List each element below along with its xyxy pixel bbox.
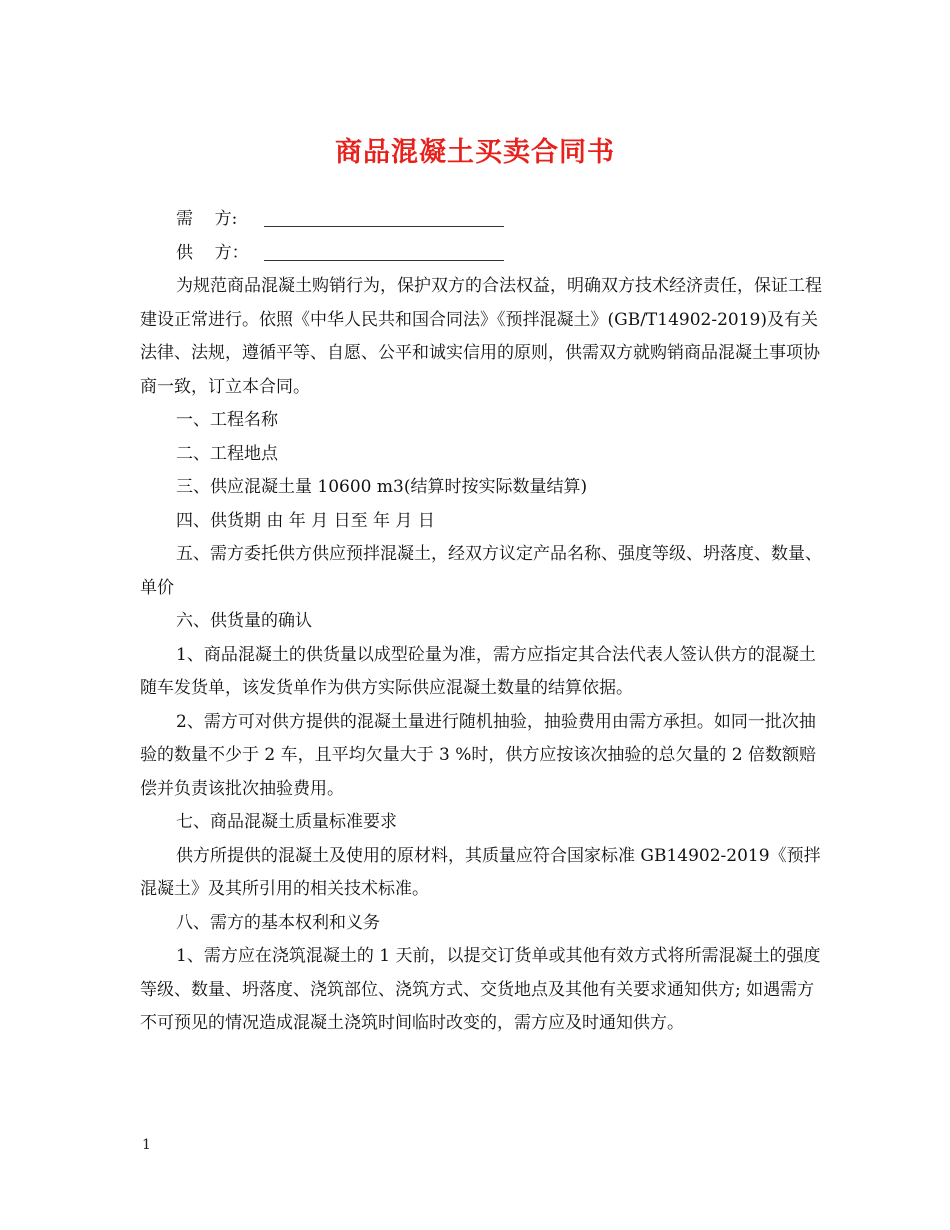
section-product-specs: 五、需方委托供方供应预拌混凝土，经双方议定产品名称、强度等级、坍落度、数量、单价 [140, 544, 822, 598]
supplier-party-label: 供 方： [176, 242, 249, 263]
clause-random-inspection: 2、需方可对供方提供的混凝土量进行随机抽验，抽验费用由需方承担。如同一批次抽验的数量不少于 2 车，且平均欠量大于 3 %时，供方应按该次抽验的总欠量的 2 倍数额赔偿并负责该批次抽验费用。 [140, 711, 817, 799]
section-supply-quantity: 三、供应混凝土量 10600 m3(结算时按实际数量结算) [176, 477, 588, 497]
document-title: 商品混凝土买卖合同书 [335, 137, 615, 168]
supplier-party-line [140, 237, 830, 271]
section-heading-project-location: 二、工程地点 [176, 443, 278, 464]
buyer-party-blank [264, 206, 504, 227]
section-heading-quantity-confirmation: 六、供货量的确认 [176, 611, 312, 631]
buyer-party-label: 需 方: [176, 209, 238, 229]
section-heading-project-name: 一、工程名称 [176, 410, 278, 430]
clause-quantity-basis: 1、商品混凝土的供货量以成型砼量为准，需方应指定其合法代表人签认供方的混凝土随车发货单，该发货单作为供方实际供应混凝土数量的结算依据。 [140, 644, 816, 698]
clause-order-notice: 1、需方应在浇筑混凝土的 1 天前，以提交订货单或其他有效方式将所需混凝土的强度等级、数量、坍落度、浇筑部位、浇筑方式、交货地点及其他有关要求通知供方; 如遇需方不可预见的情况造成混凝土浇筑时间临时改变的，需方应及时通知供方。 [140, 946, 821, 1033]
document-body [140, 203, 830, 1041]
section-supply-period: 四、供货期 由 年 月 日至 年 月 日 [176, 510, 435, 531]
clause-quality-standard: 供方所提供的混凝土及使用的原材料，其质量应符合国家标准 GB14902-2019《预拌混凝土》及其所引用的相关技术标准。 [140, 845, 821, 899]
section-heading-quality-standard: 七、商品混凝土质量标准要求 [176, 812, 397, 832]
buyer-party-line [140, 203, 830, 237]
page-number: 1 [142, 1137, 151, 1153]
section-heading-buyer-rights: 八、需方的基本权利和义务 [176, 912, 380, 933]
supplier-party-blank [264, 240, 504, 261]
preamble-paragraph: 为规范商品混凝土购销行为，保护双方的合法权益，明确双方技术经济责任，保证工程建设正常进行。依照《中华人民共和国合同法》《预拌混凝土》(GB/T14902-2019)及有关法律、法规，遵循平等、自愿、公平和诚实信用的原则，供需双方就购销商品混凝土事项协商一致，订立本合同。 [140, 276, 822, 397]
